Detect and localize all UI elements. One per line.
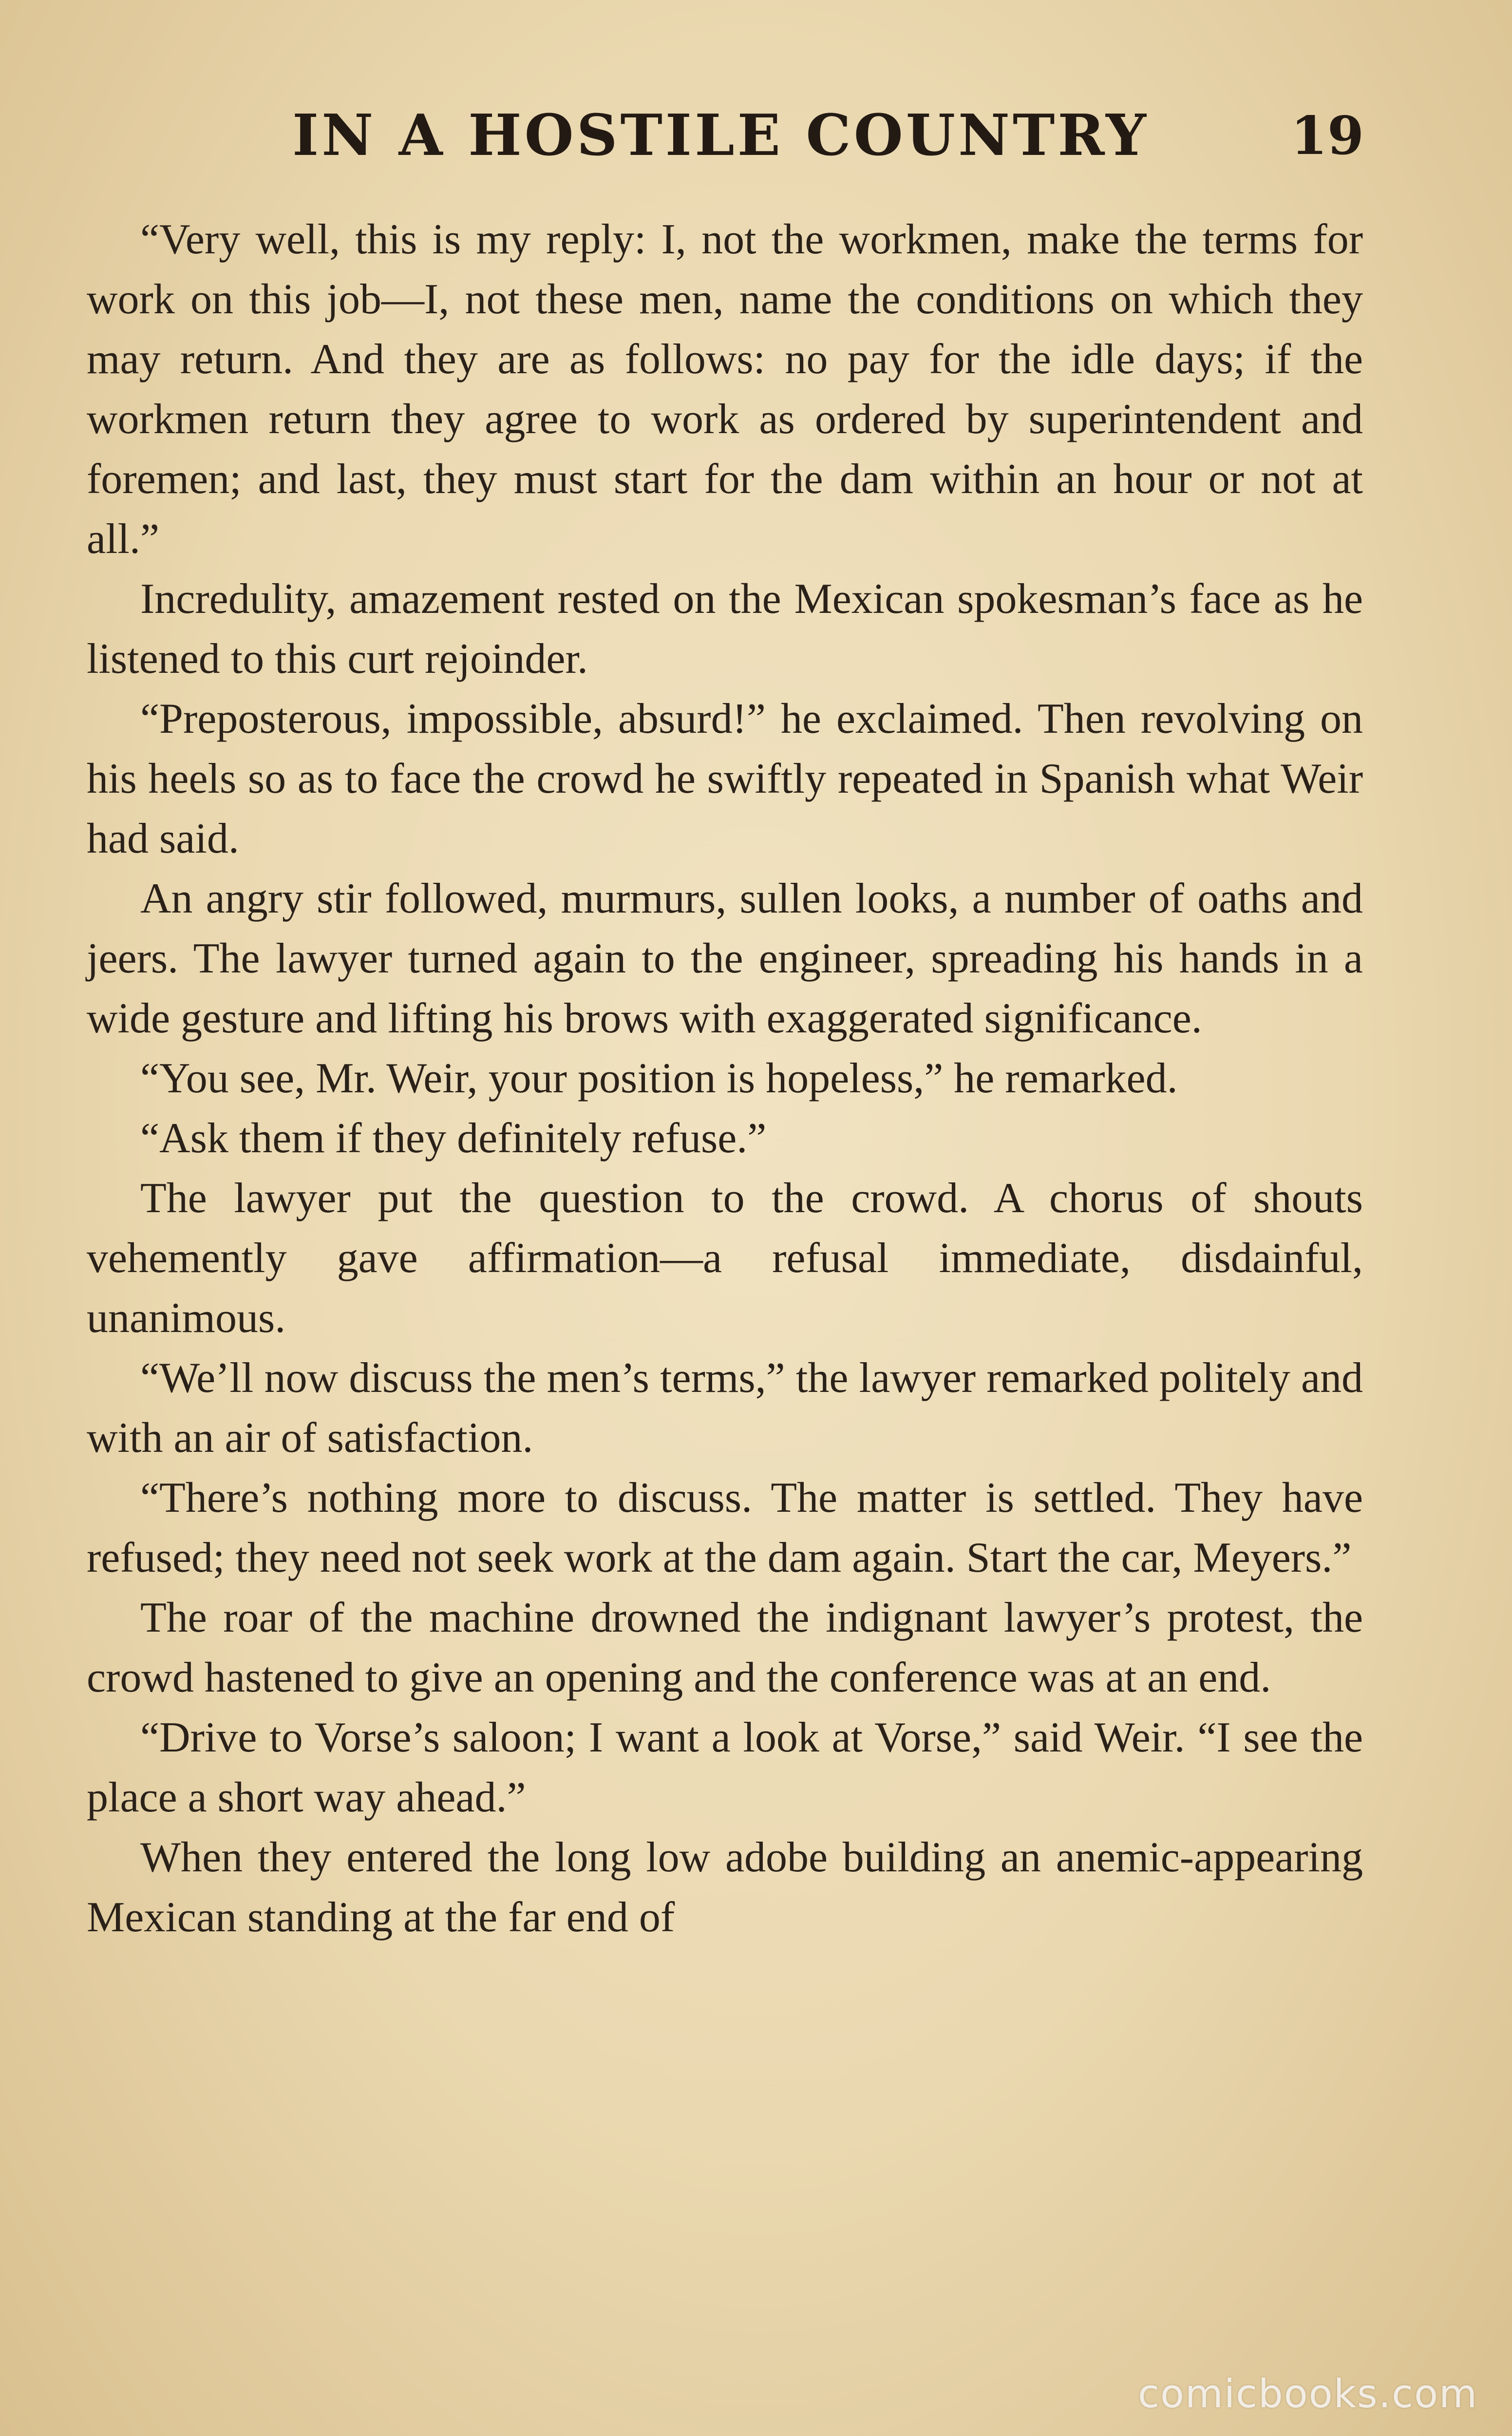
paragraph: “There’s nothing more to discuss. The matter is settled. They have refused; they need not seek work at the dam again. Start the car, Meyers.” — [87, 1474, 1363, 1581]
paragraph: Incredulity, amazement rested on the Mexican spokesman’s face as he listened to this curt rejoinder. — [87, 575, 1363, 683]
paragraph: “You see, Mr. Weir, your position is hopeless,” he remarked. — [140, 1055, 1178, 1102]
watermark: comicbooks.com — [1137, 2371, 1478, 2417]
paragraph: “Drive to Vorse’s saloon; I want a look at Vorse,” said Weir. “I see the place a short way ahead.” — [87, 1714, 1363, 1821]
paragraph: An angry stir followed, murmurs, sullen looks, a number of oaths and jeers. The lawyer turned again to the engineer, spreading his hands in a wide gesture and lifting his brows with exaggerated significance. — [87, 875, 1363, 1042]
body-text — [87, 209, 1363, 1947]
page-header — [97, 102, 1374, 180]
paragraph: “Ask them if they definitely refuse.” — [140, 1115, 767, 1162]
paragraph: When they entered the long low adobe building an anemic-appearing Mexican standing at the far end of — [87, 1834, 1363, 1941]
paragraph: The lawyer put the question to the crowd. A chorus of shouts vehemently gave affirmation—a refusal immediate, disdainful, unanimous. — [87, 1175, 1363, 1342]
paragraph: “We’ll now discuss the men’s terms,” the lawyer remarked politely and with an air of satisfaction. — [87, 1354, 1363, 1462]
page-number: 19 — [1290, 105, 1364, 167]
running-head-title: IN A HOSTILE COUNTRY — [292, 102, 1149, 169]
paragraph: The roar of the machine drowned the indignant lawyer’s protest, the crowd hastened to give an opening and the conference was at an end. — [87, 1594, 1363, 1701]
paragraph: “Preposterous, impossible, absurd!” he exclaimed. Then revolving on his heels so as to face the crowd he swiftly repeated in Spanish what Weir had said. — [87, 695, 1363, 862]
paragraph: “Very well, this is my reply: I, not the workmen, make the terms for work on this job—I, not these men, name the conditions on which they may return. And they are as follows: no pay for the idle days; if the workmen return they agree to work as ordered by superintendent and foremen; and last, they must start for the dam within an hour or not at all.” — [87, 216, 1363, 563]
